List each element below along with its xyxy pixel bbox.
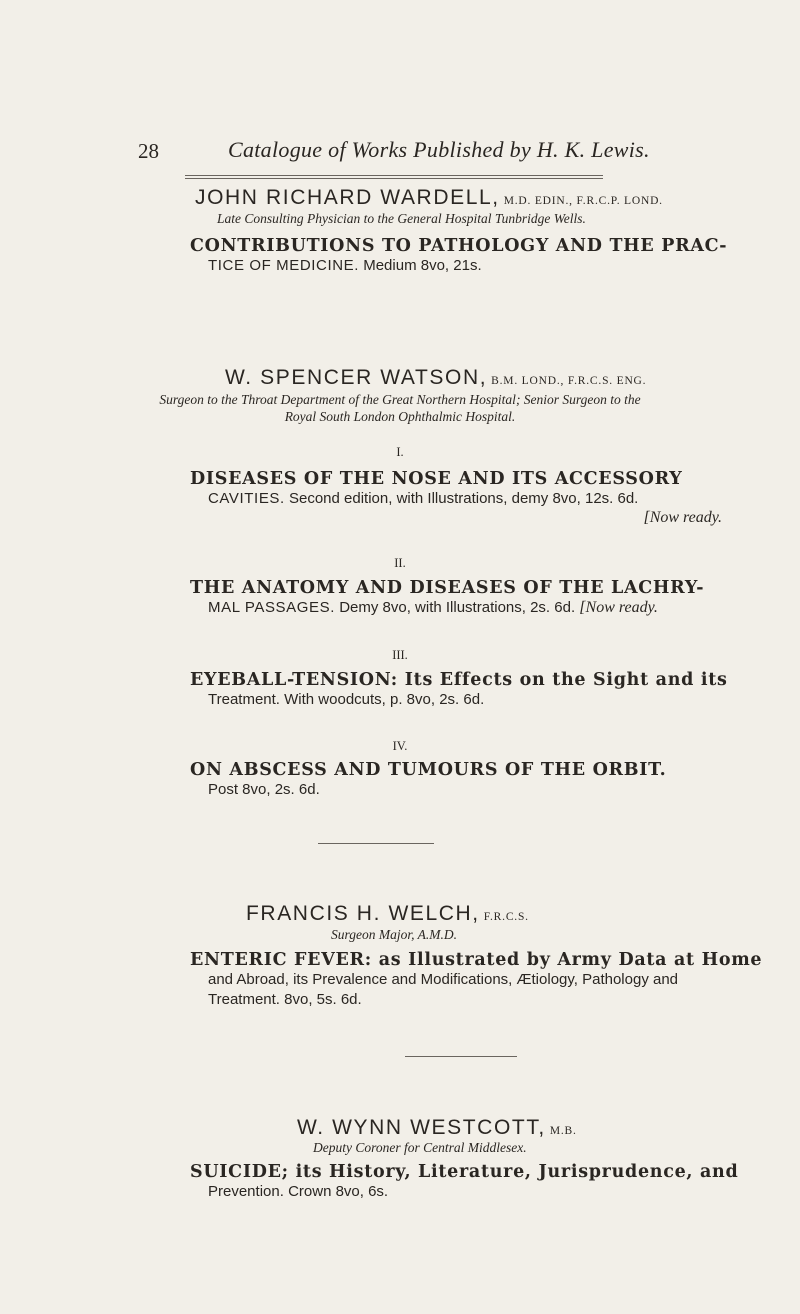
section-divider xyxy=(318,843,434,844)
author-name xyxy=(246,902,529,926)
author-name-text: JOHN RICHARD WARDELL, xyxy=(195,186,500,209)
work-title-caps: MAL PASSAGES. xyxy=(208,599,336,616)
availability-status: [Now ready. xyxy=(643,509,722,526)
author-description-line: Royal South London Ophthalmic Hospital. xyxy=(284,409,516,424)
author-name xyxy=(195,186,663,210)
author-description: Late Consulting Physician to the General Hospital Tunbridge Wells. xyxy=(217,211,586,226)
work-numeral: IV. xyxy=(392,739,408,753)
author-description-line: Surgeon to the Throat Department of the Great Northern Hospital; Senior Surgeon to the xyxy=(159,392,641,407)
work-details-text: Demy 8vo, with Illustrations, 2s. 6d. xyxy=(339,599,576,616)
work-details: and Abroad, its Prevalence and Modifications, Ætiology, Pathology and xyxy=(208,971,679,988)
author-name-text: W. SPENCER WATSON, xyxy=(225,366,488,389)
author-name-text: W. WYNN WESTCOTT, xyxy=(297,1116,546,1139)
author-name xyxy=(225,366,646,390)
work-subtitle: its History, Literature, Jurisprudence, and xyxy=(295,1162,739,1182)
author-name-text: FRANCIS H. WELCH, xyxy=(246,902,480,925)
work-details: Treatment. With woodcuts, p. 8vo, 2s. 6d. xyxy=(208,691,485,708)
work-details: Post 8vo, 2s. 6d. xyxy=(208,781,320,798)
work-details-text: Second edition, with Illustrations, demy 8vo, 12s. 6d. xyxy=(288,490,639,507)
work-numeral: I. xyxy=(396,445,404,459)
author-name xyxy=(297,1116,577,1140)
work-numeral: II. xyxy=(394,556,406,570)
section-divider xyxy=(405,1056,517,1057)
work-details: Treatment. 8vo, 5s. 6d. xyxy=(208,991,362,1008)
work-subtitle: Its Effects on the Sight and its xyxy=(404,670,728,690)
work-details xyxy=(208,257,482,274)
work-details-text: Medium 8vo, 21s. xyxy=(363,257,482,274)
work-title: DISEASES OF THE NOSE AND ITS ACCESSORY xyxy=(190,469,683,489)
work-title-text: SUICIDE; xyxy=(190,1162,289,1182)
page-number: 28 xyxy=(138,139,159,163)
work-title-text: EYEBALL-TENSION: xyxy=(190,670,398,690)
work-details-text: Prevention. xyxy=(208,1183,284,1200)
work-subtitle: as Illustrated by Army Data at Home xyxy=(378,950,763,970)
work-details xyxy=(208,599,658,617)
work-title-caps: TICE OF MEDICINE. xyxy=(208,257,360,274)
work-title: ON ABSCESS AND TUMOURS OF THE ORBIT. xyxy=(190,760,667,780)
author-description: Surgeon Major, A.M.D. xyxy=(331,927,457,942)
work-title-text: ENTERIC FEVER: xyxy=(190,950,372,970)
availability-status: [Now ready. xyxy=(579,599,658,616)
author-description: Deputy Coroner for Central Middlesex. xyxy=(313,1140,527,1155)
work-numeral: III. xyxy=(392,648,408,662)
header-rule-2 xyxy=(185,178,603,179)
work-details-text: Crown 8vo, 6s. xyxy=(288,1183,389,1200)
author-degrees: B.M. LOND., F.R.C.S. ENG. xyxy=(491,375,647,387)
header-rule xyxy=(185,175,603,176)
work-title xyxy=(190,950,762,970)
work-title xyxy=(190,1162,738,1182)
work-title xyxy=(190,670,728,690)
author-degrees: F.R.C.S. xyxy=(483,911,529,923)
author-description xyxy=(150,391,650,425)
author-degrees: M.D. EDIN., F.R.C.P. LOND. xyxy=(503,195,663,207)
work-title: THE ANATOMY AND DISEASES OF THE LACHRY- xyxy=(190,578,705,598)
work-title-caps: CAVITIES. xyxy=(208,490,285,507)
running-title: Catalogue of Works Published by H. K. Lewis. xyxy=(228,137,650,162)
work-details xyxy=(208,490,638,507)
work-title: CONTRIBUTIONS TO PATHOLOGY AND THE PRAC- xyxy=(190,236,728,256)
author-degrees: M.B. xyxy=(549,1125,577,1137)
work-details xyxy=(208,1183,388,1200)
